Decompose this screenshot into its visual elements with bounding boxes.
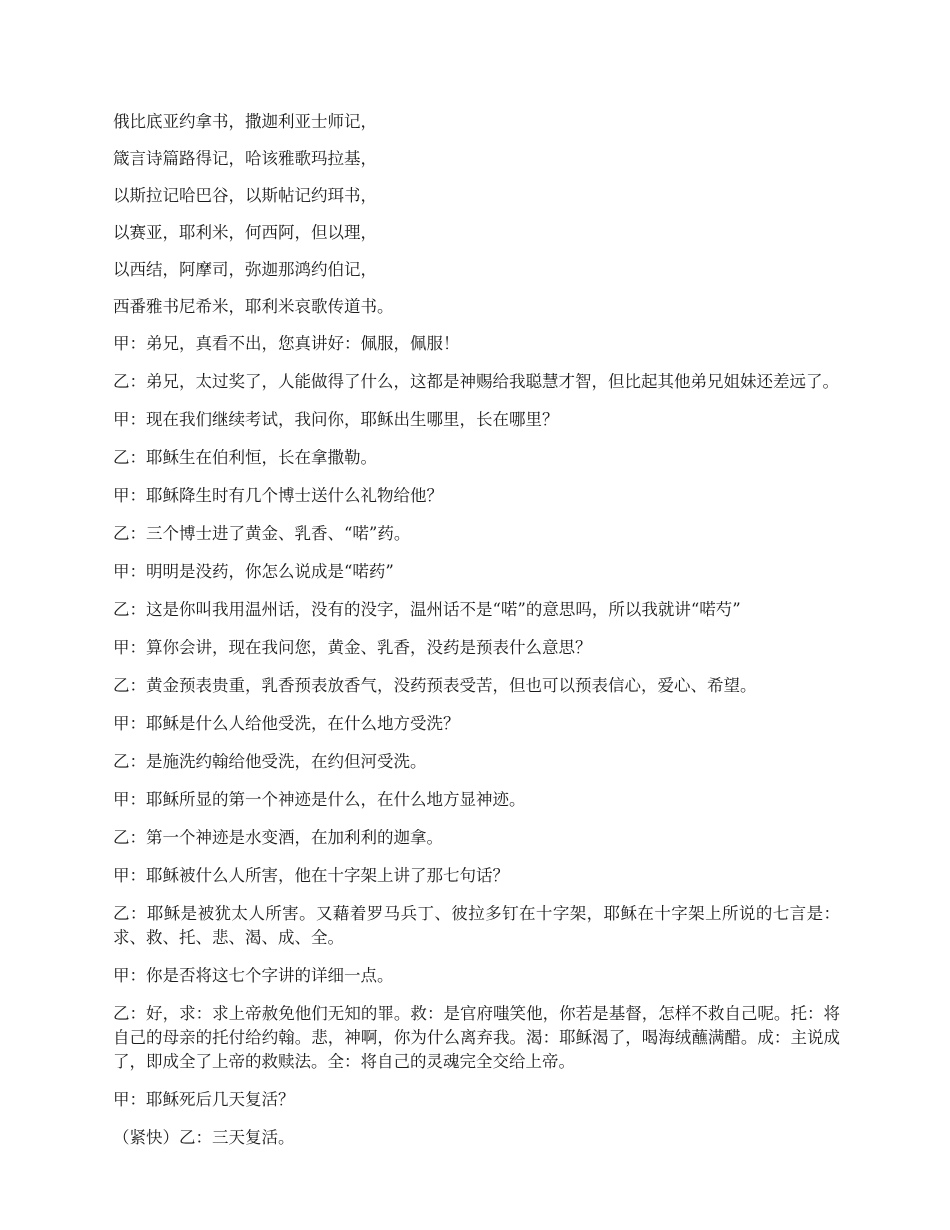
paragraph: 乙：是施洗约翰给他受洗，在约但河受洗。 [113,752,427,771]
paragraph: 甲：你是否将这七个字讲的详细一点。 [113,966,394,985]
paragraph: 俄比底亚约拿书，撒迦利亚士师记， [113,112,377,131]
paragraph: 乙：第一个神迹是水变酒，在加利利的迦拿。 [113,828,443,847]
paragraph: 甲：耶稣死后几天复活？ [113,1090,295,1109]
paragraph: 甲：现在我们继续考试，我问你，耶稣出生哪里，长在哪里？ [113,410,559,429]
document-body [113,110,840,1150]
paragraph: 甲：耶稣所显的第一个神迹是什么，在什么地方显神迹。 [113,790,526,809]
paragraph: 乙：三个博士进了黄金、乳香、“喏”药。 [113,524,411,543]
paragraph: 以赛亚，耶利米，何西阿，但以理， [113,223,377,242]
paragraph: 甲：耶稣被什么人所害，他在十字架上讲了那七句话？ [113,866,509,885]
paragraph: 乙：弟兄，太过奖了，人能做得了什么，这都是神赐给我聪慧才智，但比起其他弟兄姐妹还差远了。 [113,372,839,391]
paragraph: 乙：黄金预表贵重，乳香预表放香气，没药预表受苦，但也可以预表信心，爱心、希望。 [113,676,757,695]
paragraph: 甲：弟兄，真看不出，您真讲好：佩服，佩服！ [113,334,460,353]
paragraph: （紧快）乙：三天复活。 [113,1128,295,1147]
paragraph: 以斯拉记哈巴谷，以斯帖记约珥书， [113,186,377,205]
paragraph: 箴言诗篇路得记，哈该雅歌玛拉基， [113,149,377,168]
paragraph: 甲：耶稣降生时有几个博士送什么礼物给他？ [113,486,443,505]
paragraph: 甲：算你会讲，现在我问您，黄金、乳香，没药是预表什么意思？ [113,638,592,657]
paragraph: 乙：耶稣是被犹太人所害。又藉着罗马兵丁、彼拉多钉在十字架，耶稣在十字架上所说的七言是：求、救、托、悲、渴、成、全。 [113,904,840,947]
paragraph: 以西结，阿摩司，弥迦那鸿约伯记， [113,260,377,279]
paragraph: 甲：耶稣是什么人给他受洗，在什么地方受洗？ [113,714,460,733]
paragraph: 乙：这是你叫我用温州话，没有的没字，温州话不是“喏”的意思吗，所以我就讲“喏芍” [113,600,741,619]
paragraph: 西番雅书尼希米，耶利米哀歌传道书。 [113,297,394,316]
paragraph: 乙：好，求：求上帝赦免他们无知的罪。救：是官府嗤笑他，你若是基督，怎样不救自己呢。托：将自己的母亲的托付给约翰。悲，神啊，你为什么离弃我。渴：耶稣渴了，喝海绒蘸满醋。成：主说成了，即成全了上帝的救赎法。全：将自己的灵魂完全交给上帝。 [113,1004,840,1071]
paragraph: 乙：耶稣生在伯利恒，长在拿撒勒。 [113,448,377,467]
paragraph: 甲：明明是没药，你怎么说成是“喏药” [113,562,394,581]
